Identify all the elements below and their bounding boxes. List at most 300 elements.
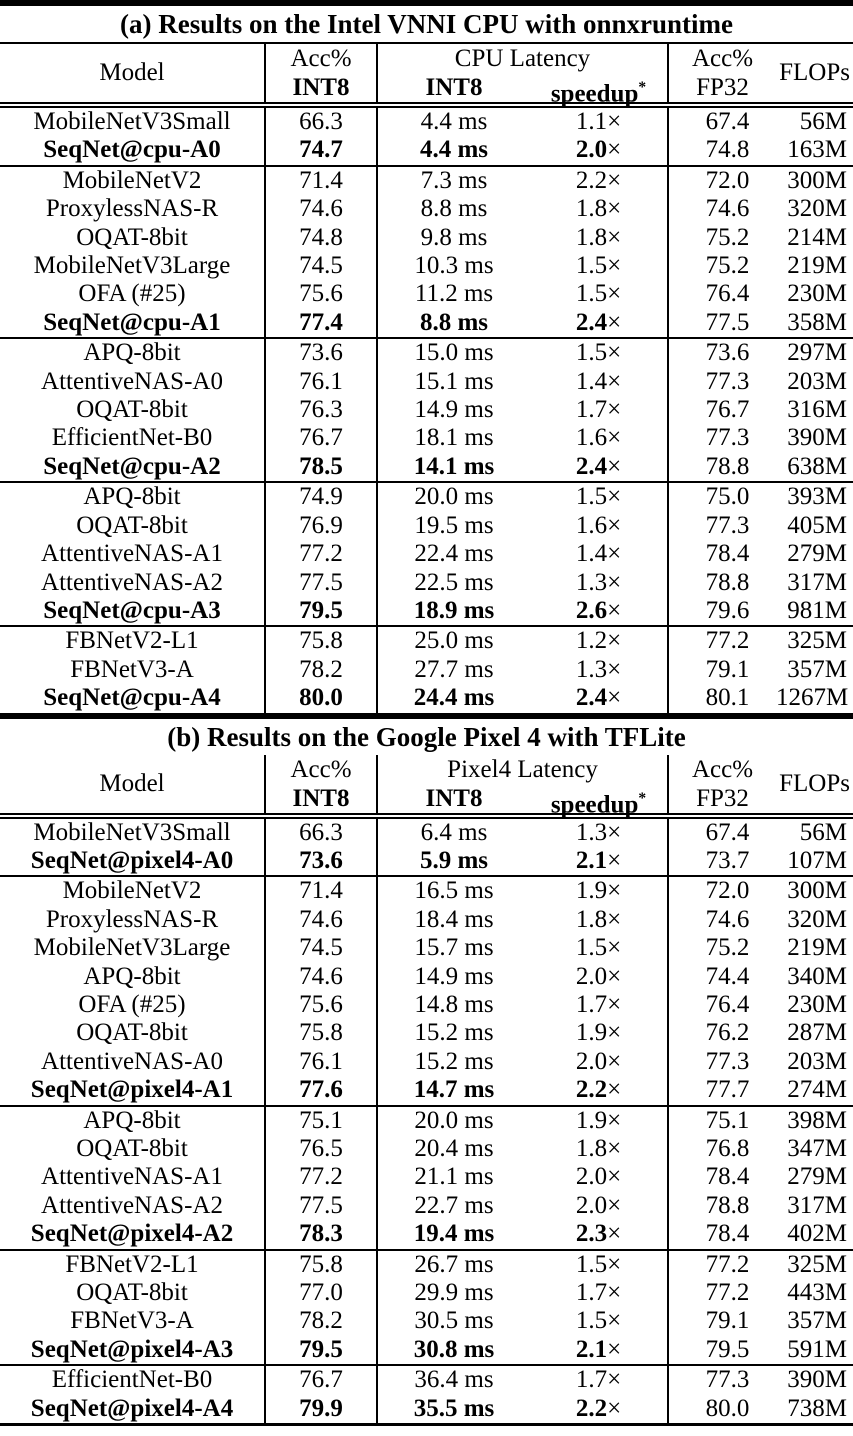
latency-group-label: CPU Latency xyxy=(454,45,591,72)
table-row xyxy=(0,338,853,367)
table-row-highlight xyxy=(0,847,853,876)
speedup-value: 2.3 xyxy=(575,1220,608,1248)
acc-int8-cell: 78.2 xyxy=(265,1307,377,1335)
model-name-cell: SeqNet@cpu-A3 xyxy=(0,597,265,626)
table-row xyxy=(0,396,853,424)
speedup-cell xyxy=(530,224,668,252)
latency-int8-cell: 19.5 ms xyxy=(414,511,494,539)
model-name-cell: OFA (#25) xyxy=(0,280,265,308)
speedup-cell xyxy=(530,195,668,223)
times-symbol: × xyxy=(607,568,622,596)
speedup-cell xyxy=(530,1106,668,1135)
table-row-highlight xyxy=(0,597,853,626)
flops-cell: 163M xyxy=(787,136,847,164)
flops-cell: 219M xyxy=(787,252,847,280)
acc-int8-cell: 74.7 xyxy=(265,136,377,165)
speedup-value: 1.7 xyxy=(575,396,608,424)
latency-int8-cell: 4.4 ms xyxy=(419,136,489,164)
flops-cell: 393M xyxy=(776,482,853,511)
speedup-cell xyxy=(530,569,668,597)
acc-int8-cell: 74.8 xyxy=(265,224,377,252)
speedup-cell xyxy=(530,368,668,396)
latency-int8-cell: 22.5 ms xyxy=(414,568,494,596)
speedup-value: 1.2 xyxy=(575,627,608,655)
flops-cell: 443M xyxy=(787,1279,847,1307)
speedup-cell xyxy=(530,1336,668,1365)
speedup-value: 1.7 xyxy=(575,1279,608,1307)
latency-int8-cell: 15.2 ms xyxy=(414,1047,494,1075)
model-name-cell: MobileNetV2 xyxy=(0,166,265,195)
model-name-cell: SeqNet@pixel4-A4 xyxy=(0,1395,265,1425)
model-name-cell: SeqNet@cpu-A1 xyxy=(0,309,265,338)
panel-a-title: (a) Results on the Intel VNNI CPU with onnxruntime xyxy=(0,6,853,44)
times-symbol: × xyxy=(607,1250,622,1278)
acc-int8-cell: 76.1 xyxy=(265,1048,377,1076)
model-name-cell: APQ-8bit xyxy=(0,482,265,511)
model-name-cell: ProxylessNAS-R xyxy=(0,195,265,223)
times-symbol: × xyxy=(607,452,622,480)
speedup-value: 1.9 xyxy=(575,1106,608,1134)
flops-cell: 390M xyxy=(776,1365,853,1394)
speedup-cell xyxy=(530,453,668,482)
table-row-highlight xyxy=(0,1220,853,1249)
model-name-cell: FBNetV2-L1 xyxy=(0,1250,265,1279)
speedup-cell xyxy=(530,1048,668,1076)
flops-cell: 325M xyxy=(776,1250,853,1279)
times-symbol: × xyxy=(607,905,622,933)
times-symbol: × xyxy=(607,1163,622,1191)
times-symbol: × xyxy=(607,655,622,683)
acc-label: Acc% xyxy=(691,755,754,783)
acc-fp32-cell: 79.6 xyxy=(705,596,750,624)
flops-cell: 203M xyxy=(787,367,847,395)
model-name-cell: MobileNetV3Small xyxy=(0,816,265,847)
times-symbol: × xyxy=(607,934,622,962)
latency-int8-cell: 29.9 ms xyxy=(414,1279,494,1307)
latency-int8-cell: 14.9 ms xyxy=(414,396,494,424)
flops-cell: 320M xyxy=(787,905,847,933)
flops-cell: 1267M xyxy=(776,684,849,712)
acc-fp32-cell: 75.2 xyxy=(705,252,750,280)
times-symbol: × xyxy=(607,684,622,712)
table-row xyxy=(0,482,853,511)
acc-int8-cell: 77.4 xyxy=(265,309,377,338)
col-header-speedup xyxy=(530,784,667,818)
speedup-value: 2.4 xyxy=(575,684,608,712)
speedup-cell xyxy=(530,991,668,1019)
times-symbol: × xyxy=(607,511,622,539)
table-row xyxy=(0,368,853,396)
acc-fp32-cell: 75.1 xyxy=(668,1106,776,1135)
speedup-value: 1.5 xyxy=(575,1307,608,1335)
speedup-cell xyxy=(530,816,668,847)
col-header-flops: FLOPs xyxy=(776,44,853,105)
times-symbol: × xyxy=(607,136,622,164)
acc-int8-cell: 73.6 xyxy=(265,847,377,876)
model-name-cell: AttentiveNAS-A0 xyxy=(0,368,265,396)
acc-int8-cell: 74.9 xyxy=(265,482,377,511)
acc-fp32-cell: 79.1 xyxy=(705,655,750,683)
speedup-value: 1.4 xyxy=(575,367,608,395)
speedup-value: 2.1 xyxy=(575,1335,608,1363)
speedup-cell xyxy=(530,1019,668,1047)
times-symbol: × xyxy=(607,1307,622,1335)
latency-int8-cell: 22.7 ms xyxy=(414,1191,494,1219)
speedup-value: 1.7 xyxy=(575,990,608,1018)
acc-fp32-cell: 77.2 xyxy=(668,1250,776,1279)
acc-fp32-cell: 67.4 xyxy=(705,108,750,135)
model-name-cell: AttentiveNAS-A1 xyxy=(0,540,265,568)
col-header-latency-int8: INT8 xyxy=(425,784,483,812)
acc-fp32-cell: 77.7 xyxy=(705,1076,750,1104)
times-symbol: × xyxy=(607,1047,622,1075)
latency-int8-cell: 5.9 ms xyxy=(419,846,489,874)
table-row xyxy=(0,424,853,452)
table-row-highlight xyxy=(0,1076,853,1105)
model-name-cell: SeqNet@pixel4-A3 xyxy=(0,1336,265,1365)
speedup-value: 1.6 xyxy=(575,424,608,452)
latency-int8-cell: 27.7 ms xyxy=(414,655,494,683)
speedup-value: 2.0 xyxy=(575,962,608,990)
times-symbol: × xyxy=(607,252,622,280)
speedup-value: 1.5 xyxy=(575,339,608,367)
acc-label: Acc% xyxy=(691,45,754,72)
table-row-highlight xyxy=(0,684,853,715)
table-row xyxy=(0,540,853,568)
acc-fp32-cell: 76.2 xyxy=(705,1019,750,1047)
table-row xyxy=(0,512,853,540)
acc-int8-cell: 78.2 xyxy=(265,656,377,684)
model-name-cell: FBNetV2-L1 xyxy=(0,626,265,655)
flops-cell: 638M xyxy=(787,452,847,480)
acc-int8-cell: 75.6 xyxy=(265,280,377,308)
acc-fp32-cell: 74.6 xyxy=(705,195,750,223)
model-name-cell: ProxylessNAS-R xyxy=(0,906,265,934)
speedup-label: speedup xyxy=(550,80,639,108)
acc-int8-cell: 75.8 xyxy=(265,1250,377,1279)
speedup-cell xyxy=(530,136,668,165)
speedup-cell xyxy=(530,166,668,195)
flops-cell: 398M xyxy=(776,1106,853,1135)
acc-int8-cell: 80.0 xyxy=(265,684,377,715)
acc-int8-cell: 75.1 xyxy=(265,1106,377,1135)
int8-label: INT8 xyxy=(292,74,350,101)
latency-int8-cell: 18.9 ms xyxy=(413,596,495,624)
acc-fp32-cell: 74.6 xyxy=(705,905,750,933)
latency-int8-cell: 19.4 ms xyxy=(413,1220,495,1248)
model-name-cell: OQAT-8bit xyxy=(0,224,265,252)
times-symbol: × xyxy=(607,1394,622,1422)
speedup-cell xyxy=(530,963,668,991)
table-row xyxy=(0,1192,853,1220)
flops-cell: 274M xyxy=(787,1076,847,1104)
flops-cell: 279M xyxy=(787,1163,847,1191)
acc-int8-cell: 76.3 xyxy=(265,396,377,424)
acc-int8-cell: 75.6 xyxy=(265,991,377,1019)
speedup-cell xyxy=(530,1395,668,1425)
flops-cell: 56M xyxy=(799,818,847,846)
acc-int8-cell: 77.2 xyxy=(265,540,377,568)
table-row xyxy=(0,1307,853,1335)
speedup-value: 2.2 xyxy=(575,1394,608,1422)
table-row xyxy=(0,569,853,597)
panel-b-title: (b) Results on the Google Pixel 4 with TFLite xyxy=(167,721,686,752)
acc-int8-cell: 78.5 xyxy=(265,453,377,482)
times-symbol: × xyxy=(607,424,622,452)
table-row xyxy=(0,1163,853,1191)
acc-fp32-cell: 77.2 xyxy=(705,1279,750,1307)
table-row xyxy=(0,934,853,962)
table-row xyxy=(0,195,853,223)
latency-int8-cell: 8.8 ms xyxy=(419,308,489,336)
speedup-value: 2.0 xyxy=(575,1047,608,1075)
flops-cell: 297M xyxy=(776,338,853,367)
speedup-asterisk: * xyxy=(638,789,647,807)
times-symbol: × xyxy=(607,962,622,990)
speedup-value: 2.4 xyxy=(575,308,608,336)
table-row xyxy=(0,626,853,655)
col-header-speedup xyxy=(530,73,667,108)
speedup-value: 1.6 xyxy=(575,511,608,539)
flops-cell: 402M xyxy=(787,1220,847,1248)
speedup-cell xyxy=(530,1135,668,1163)
flops-cell: 300M xyxy=(776,166,853,195)
table-b-body xyxy=(0,816,853,1425)
model-name-cell: AttentiveNAS-A1 xyxy=(0,1163,265,1191)
table-row-highlight xyxy=(0,1336,853,1365)
speedup-cell xyxy=(530,105,668,136)
model-name-cell: SeqNet@cpu-A4 xyxy=(0,684,265,715)
flops-cell: 214M xyxy=(787,223,847,251)
acc-fp32-cell: 77.3 xyxy=(705,367,750,395)
col-header-acc-fp32 xyxy=(668,44,776,105)
times-symbol: × xyxy=(607,1106,622,1134)
times-symbol: × xyxy=(607,280,622,308)
table-row xyxy=(0,1019,853,1047)
latency-int8-cell: 18.1 ms xyxy=(414,424,494,452)
times-symbol: × xyxy=(607,308,622,336)
speedup-cell xyxy=(530,1365,668,1394)
model-name-cell: MobileNetV3Small xyxy=(0,105,265,136)
speedup-cell xyxy=(530,309,668,338)
acc-int8-cell: 74.6 xyxy=(265,963,377,991)
acc-int8-cell: 74.5 xyxy=(265,934,377,962)
speedup-asterisk: * xyxy=(638,79,647,96)
times-symbol: × xyxy=(607,627,622,655)
model-name-cell: EfficientNet-B0 xyxy=(0,424,265,452)
table-a-body xyxy=(0,105,853,716)
times-symbol: × xyxy=(607,877,622,905)
model-name-cell: AttentiveNAS-A2 xyxy=(0,1192,265,1220)
times-symbol: × xyxy=(607,818,622,846)
speedup-value: 1.5 xyxy=(575,934,608,962)
speedup-cell xyxy=(530,482,668,511)
acc-int8-cell: 77.5 xyxy=(265,1192,377,1220)
model-name-cell: OQAT-8bit xyxy=(0,512,265,540)
times-symbol: × xyxy=(607,596,622,624)
times-symbol: × xyxy=(607,339,622,367)
col-header-flops: FLOPs xyxy=(776,755,853,816)
acc-fp32-cell: 78.8 xyxy=(705,1191,750,1219)
acc-fp32-cell: 67.4 xyxy=(705,818,750,846)
model-name-cell: SeqNet@cpu-A0 xyxy=(0,136,265,165)
model-name-cell: SeqNet@pixel4-A1 xyxy=(0,1076,265,1105)
model-name-cell: FBNetV3-A xyxy=(0,1307,265,1335)
speedup-cell xyxy=(530,934,668,962)
fp32-label: FP32 xyxy=(696,74,749,101)
acc-int8-cell: 77.5 xyxy=(265,569,377,597)
speedup-value: 2.6 xyxy=(575,596,608,624)
latency-int8-cell: 15.7 ms xyxy=(414,934,494,962)
acc-fp32-cell: 74.4 xyxy=(705,962,750,990)
results-table-a xyxy=(0,44,853,719)
acc-int8-cell: 74.5 xyxy=(265,252,377,280)
times-symbol: × xyxy=(607,540,622,568)
col-header-latency-group xyxy=(377,755,668,816)
acc-int8-cell: 71.4 xyxy=(265,166,377,195)
speedup-cell xyxy=(530,424,668,452)
acc-int8-cell: 74.6 xyxy=(265,906,377,934)
times-symbol: × xyxy=(607,1279,622,1307)
speedup-value: 1.8 xyxy=(575,905,608,933)
times-symbol: × xyxy=(607,1135,622,1162)
latency-int8-cell: 20.4 ms xyxy=(414,1135,494,1162)
acc-fp32-cell: 74.8 xyxy=(705,136,750,164)
table-row xyxy=(0,876,853,905)
flops-cell: 317M xyxy=(787,1191,847,1219)
latency-int8-cell: 22.4 ms xyxy=(414,540,494,568)
times-symbol: × xyxy=(607,108,622,135)
latency-int8-cell: 10.3 ms xyxy=(414,252,494,280)
col-header-latency-int8: INT8 xyxy=(425,74,483,101)
table-row xyxy=(0,105,853,136)
latency-int8-cell: 8.8 ms xyxy=(420,195,488,223)
table-row xyxy=(0,166,853,195)
flops-cell: 405M xyxy=(787,511,847,539)
col-header-acc-int8 xyxy=(265,755,377,816)
speedup-cell xyxy=(530,1076,668,1105)
acc-fp32-cell: 79.1 xyxy=(705,1307,750,1335)
header-row xyxy=(0,44,853,105)
speedup-value: 2.0 xyxy=(575,1191,608,1219)
model-name-cell: MobileNetV3Large xyxy=(0,934,265,962)
latency-int8-cell: 20.0 ms xyxy=(377,482,530,511)
table-row xyxy=(0,280,853,308)
flops-cell: 279M xyxy=(787,540,847,568)
times-symbol: × xyxy=(607,990,622,1018)
latency-int8-cell: 15.2 ms xyxy=(414,1019,494,1047)
latency-int8-cell: 36.4 ms xyxy=(377,1365,530,1394)
flops-cell: 340M xyxy=(787,962,847,990)
speedup-cell xyxy=(530,847,668,876)
table-row xyxy=(0,1106,853,1135)
col-header-model: Model xyxy=(0,44,265,105)
acc-fp32-cell: 77.3 xyxy=(705,511,750,539)
acc-int8-cell: 76.7 xyxy=(265,424,377,452)
speedup-value: 2.0 xyxy=(575,1163,608,1191)
speedup-cell xyxy=(530,396,668,424)
acc-label: Acc% xyxy=(290,45,352,72)
acc-fp32-cell: 72.0 xyxy=(668,166,776,195)
header-row xyxy=(0,755,853,816)
times-symbol: × xyxy=(607,1191,622,1219)
model-name-cell: EfficientNet-B0 xyxy=(0,1365,265,1394)
speedup-value: 1.8 xyxy=(575,223,608,251)
acc-fp32-cell: 72.0 xyxy=(668,876,776,905)
model-name-cell: MobileNetV2 xyxy=(0,876,265,905)
acc-fp32-cell: 76.8 xyxy=(705,1135,750,1162)
times-symbol: × xyxy=(607,367,622,395)
flops-cell: 203M xyxy=(787,1047,847,1075)
acc-int8-cell: 79.9 xyxy=(265,1395,377,1425)
latency-int8-cell: 4.4 ms xyxy=(420,108,488,135)
table-row xyxy=(0,963,853,991)
speedup-value: 1.5 xyxy=(575,483,608,511)
col-header-acc-int8 xyxy=(265,44,377,105)
flops-cell: 107M xyxy=(787,846,847,874)
latency-int8-cell: 9.8 ms xyxy=(420,223,488,251)
speedup-cell xyxy=(530,280,668,308)
model-name-cell: SeqNet@cpu-A2 xyxy=(0,453,265,482)
latency-int8-cell: 14.7 ms xyxy=(413,1076,495,1104)
acc-int8-cell: 78.3 xyxy=(265,1220,377,1249)
flops-cell: 219M xyxy=(787,934,847,962)
acc-fp32-cell: 73.6 xyxy=(668,338,776,367)
acc-fp32-cell: 79.5 xyxy=(705,1335,750,1363)
table-row xyxy=(0,1250,853,1279)
acc-int8-cell: 74.6 xyxy=(265,195,377,223)
speedup-value: 1.3 xyxy=(575,818,608,846)
model-name-cell: FBNetV3-A xyxy=(0,656,265,684)
acc-int8-cell: 75.8 xyxy=(265,1019,377,1047)
acc-int8-cell: 76.7 xyxy=(265,1365,377,1394)
acc-fp32-cell: 77.3 xyxy=(668,1365,776,1394)
fp32-label: FP32 xyxy=(696,784,749,812)
speedup-cell xyxy=(530,540,668,568)
times-symbol: × xyxy=(607,1220,622,1248)
acc-fp32-cell: 76.4 xyxy=(705,990,750,1018)
speedup-cell xyxy=(530,512,668,540)
times-symbol: × xyxy=(607,846,622,874)
speedup-value: 1.5 xyxy=(575,280,608,308)
table-row xyxy=(0,1279,853,1307)
speedup-value: 1.3 xyxy=(575,568,608,596)
times-symbol: × xyxy=(607,483,622,511)
speedup-cell xyxy=(530,684,668,715)
table-row xyxy=(0,991,853,1019)
latency-int8-cell: 14.8 ms xyxy=(414,990,494,1018)
acc-int8-cell: 66.3 xyxy=(265,816,377,847)
acc-fp32-cell: 75.2 xyxy=(705,934,750,962)
flops-cell: 300M xyxy=(776,876,853,905)
table-row-highlight xyxy=(0,309,853,338)
speedup-cell xyxy=(530,597,668,626)
times-symbol: × xyxy=(607,1076,622,1104)
speedup-cell xyxy=(530,1192,668,1220)
latency-int8-cell: 14.9 ms xyxy=(414,962,494,990)
speedup-cell xyxy=(530,338,668,367)
flops-cell: 347M xyxy=(787,1135,847,1162)
flops-cell: 230M xyxy=(787,990,847,1018)
acc-fp32-cell: 78.4 xyxy=(705,1220,750,1248)
acc-fp32-cell: 80.0 xyxy=(705,1394,750,1422)
model-name-cell: APQ-8bit xyxy=(0,963,265,991)
speedup-value: 2.4 xyxy=(575,452,608,480)
acc-int8-cell: 76.1 xyxy=(265,368,377,396)
times-symbol: × xyxy=(607,166,622,194)
table-row-highlight xyxy=(0,1395,853,1425)
speedup-cell xyxy=(530,1250,668,1279)
